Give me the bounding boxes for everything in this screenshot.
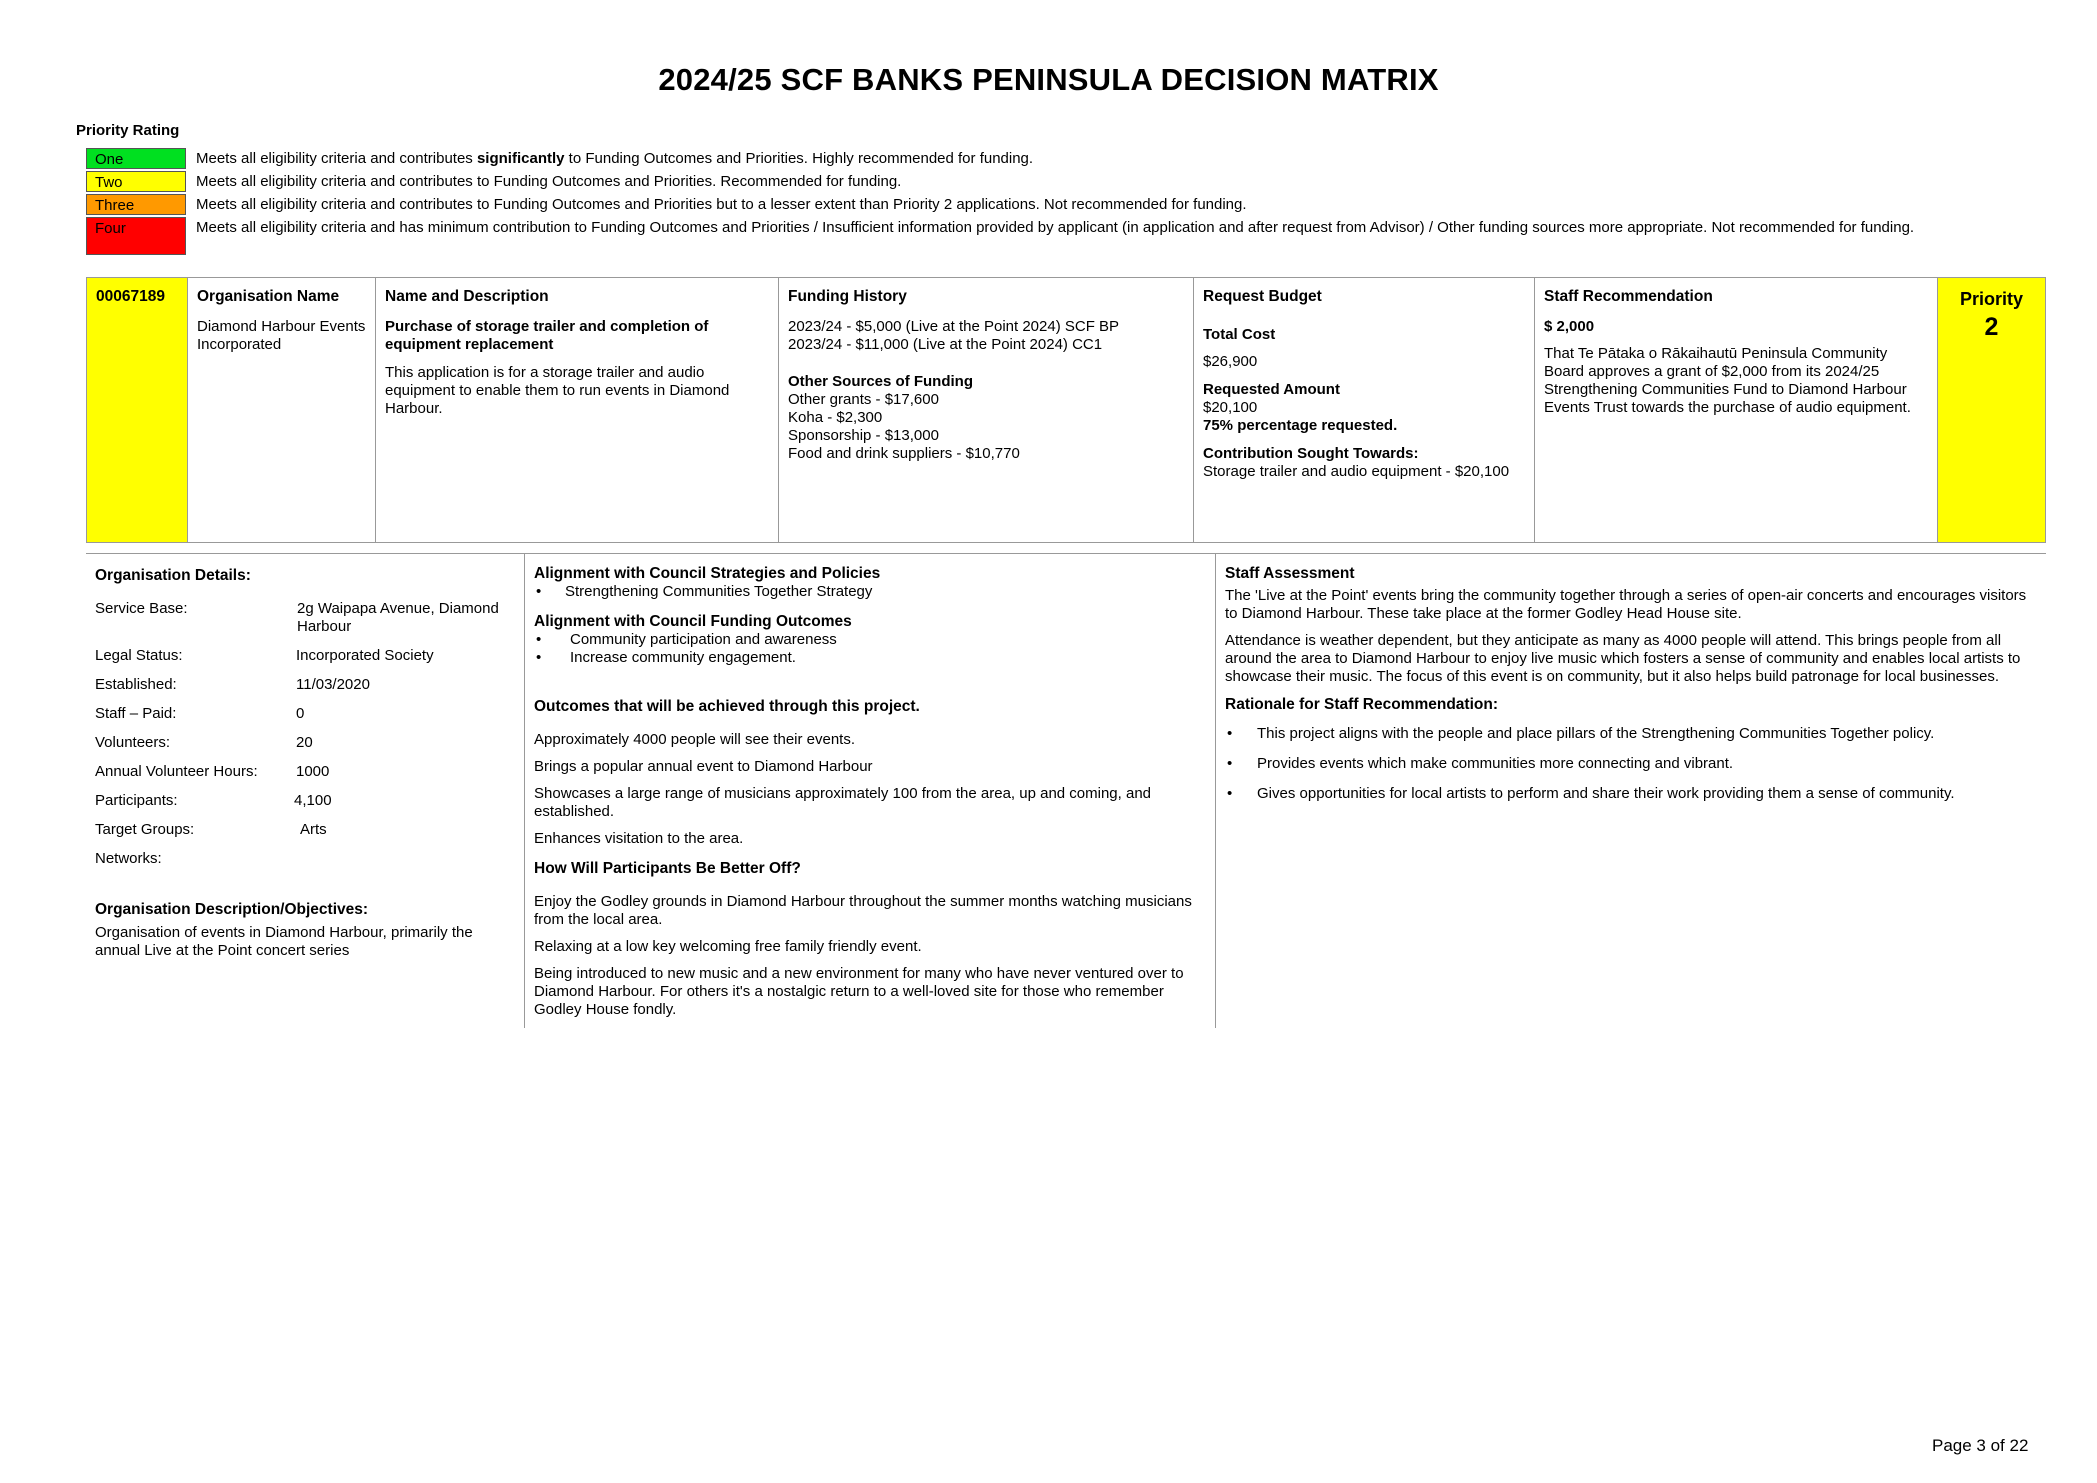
rating-swatch-two: Two	[86, 171, 186, 192]
request-budget-cell	[1194, 278, 1535, 542]
list-item: • Gives opportunities for local artists to perform and share their work providing them a sense of community.	[1225, 785, 2035, 803]
detail-label: Legal Status:	[95, 647, 183, 664]
achieved-item: Enhances visitation to the area.	[534, 830, 744, 847]
other-funding-line: Koha - $2,300	[788, 409, 883, 426]
assessment-paragraph: Attendance is weather dependent, but they anticipate as many as 4000 people will attend. This brings people from all around the area to Diamond Harbour to enjoy live music which fosters a sense of community and enables local artists to showcase their music. The focus of this event is on community, but it also helps build patronage for local businesses.	[1225, 632, 2021, 685]
contribution-label: Contribution Sought Towards:	[1203, 445, 1419, 462]
list-item: • Community participation and awareness	[534, 631, 1199, 649]
strategies-heading: Alignment with Council Strategies and Policies	[534, 565, 881, 582]
list-item: • Provides events which make communities more connecting and vibrant.	[1225, 755, 2035, 773]
other-funding-line: Other grants - $17,600	[788, 391, 939, 408]
organisation-name-heading: Organisation Name	[197, 288, 340, 305]
funding-history-line: 2023/24 - $11,000 (Live at the Point 2024) CC1	[788, 336, 1103, 353]
better-off-item: Enjoy the Godley grounds in Diamond Harbour throughout the summer months watching musicians from the local area.	[534, 893, 1192, 928]
page-number: Page 3 of 22	[1932, 1436, 2029, 1455]
detail-value: 1000	[296, 763, 330, 780]
list-item: • Increase community engagement.	[534, 649, 1199, 667]
rationale-list	[1225, 725, 2035, 803]
detail-value: 2g Waipapa Avenue, Diamond Harbour	[297, 600, 499, 635]
rating-desc-four: Meets all eligibility criteria and has minimum contribution to Funding Outcomes and Priorities / Insufficient information provided by applicant (in application and after request from Advisor) / Other funding sources more appropriate. Not recommended for funding.	[196, 219, 1915, 236]
project-title: Purchase of storage trailer and completion of equipment replacement	[385, 318, 709, 353]
better-off-item: Being introduced to new music and a new environment for many who have never ventured over to Diamond Harbour. For others it's a nostalgic return to a well-loved site for those who remember Godley House fondly.	[534, 965, 1184, 1018]
detail-label: Established:	[95, 676, 177, 693]
project-description: This application is for a storage trailer and audio equipment to enable them to run events in Diamond Harbour.	[385, 364, 730, 417]
staff-assessment-section	[1225, 565, 2035, 803]
requested-amount-value: $20,100	[1203, 399, 1258, 416]
funding-history-line: 2023/24 - $5,000 (Live at the Point 2024) SCF BP	[788, 318, 1120, 335]
better-off-heading: How Will Participants Be Better Off?	[534, 860, 801, 877]
staff-assessment-heading: Staff Assessment	[1225, 565, 1355, 582]
list-item: • This project aligns with the people and place pillars of the Strengthening Communities Together policy.	[1225, 725, 2035, 743]
detail-value: 11/03/2020	[296, 676, 370, 693]
section-divider	[86, 553, 2046, 554]
funding-history-cell	[779, 278, 1194, 542]
detail-label: Service Base:	[95, 600, 188, 617]
funding-history-heading: Funding History	[788, 288, 907, 305]
request-budget-heading: Request Budget	[1203, 288, 1322, 305]
detail-value: 20	[296, 734, 313, 751]
priority-value: 2	[1984, 313, 1999, 341]
rating-row-two	[86, 171, 1986, 194]
percentage-requested: 75% percentage requested.	[1203, 417, 1398, 434]
column-separator	[1215, 554, 1216, 1028]
application-id-cell	[87, 278, 188, 542]
achieved-item: Approximately 4000 people will see their events.	[534, 731, 856, 748]
total-cost-value: $26,900	[1203, 353, 1258, 370]
organisation-description-heading: Organisation Description/Objectives:	[95, 901, 369, 918]
list-item: • Strengthening Communities Together Strategy	[534, 583, 1199, 601]
detail-label: Staff – Paid:	[95, 705, 177, 722]
alignment-section	[534, 565, 1199, 1019]
staff-recommendation-cell	[1535, 278, 1938, 542]
recommended-amount: $ 2,000	[1544, 318, 1595, 335]
outcomes-heading: Alignment with Council Funding Outcomes	[534, 613, 852, 630]
name-description-heading: Name and Description	[385, 288, 549, 305]
other-funding-line: Sponsorship - $13,000	[788, 427, 939, 444]
application-id: 00067189	[96, 288, 165, 305]
organisation-name-cell	[188, 278, 376, 542]
achieved-heading: Outcomes that will be achieved through this project.	[534, 698, 920, 715]
outcomes-list	[534, 631, 1199, 667]
rating-row-four	[86, 217, 1986, 257]
better-off-item: Relaxing at a low key welcoming free family friendly event.	[534, 938, 922, 955]
rating-row-three	[86, 194, 1986, 217]
rating-row-one	[86, 148, 1986, 171]
priority-heading: Priority	[1959, 289, 2024, 309]
achieved-item: Brings a popular annual event to Diamond Harbour	[534, 758, 873, 775]
detail-label: Target Groups:	[95, 821, 195, 838]
detail-value: 4,100	[294, 792, 332, 809]
detail-label: Networks:	[95, 850, 162, 867]
contribution-value: Storage trailer and audio equipment - $20,100	[1203, 463, 1510, 480]
strategies-list	[534, 583, 1199, 601]
priority-rating-heading: Priority Rating	[76, 122, 180, 139]
detail-label: Participants:	[95, 792, 178, 809]
detail-label: Annual Volunteer Hours:	[95, 763, 258, 780]
other-funding-heading: Other Sources of Funding	[788, 373, 974, 390]
recommendation-text: That Te Pātaka o Rākaihautū Peninsula Community Board approves a grant of $2,000 from its 2024/25 Strengthening Communities Fund to Diamond Harbour Events Trust towards the purchase of audio equipment.	[1544, 345, 1911, 416]
detail-value: Incorporated Society	[296, 647, 434, 664]
priority-cell	[1938, 278, 2045, 542]
page-title: 2024/25 SCF BANKS PENINSULA DECISION MATRIX	[658, 62, 1439, 97]
decision-matrix-table	[86, 277, 2046, 543]
detail-label: Volunteers:	[95, 734, 171, 751]
organisation-name-value: Diamond Harbour Events Incorporated	[197, 318, 366, 353]
achieved-item: Showcases a large range of musicians approximately 100 from the area, up and coming, and established.	[534, 785, 1152, 820]
assessment-paragraph: The 'Live at the Point' events bring the community together through a series of open-air concerts and encourages visitors to Diamond Harbour. These take place at the former Godley Head House site.	[1225, 587, 2027, 622]
rating-swatch-one: One	[86, 148, 186, 169]
detail-value: 0	[296, 705, 305, 722]
detail-value: Arts	[300, 821, 327, 838]
rating-desc-one: Meets all eligibility criteria and contributes significantly to Funding Outcomes and Priorities. Highly recommended for funding.	[196, 150, 1034, 167]
total-cost-label: Total Cost	[1203, 326, 1276, 343]
rationale-heading: Rationale for Staff Recommendation:	[1225, 696, 1498, 713]
organisation-details-heading: Organisation Details:	[95, 567, 251, 584]
other-funding-line: Food and drink suppliers - $10,770	[788, 445, 1020, 462]
organisation-description: Organisation of events in Diamond Harbour, primarily the annual Live at the Point concert series	[95, 924, 473, 959]
rating-swatch-four: Four	[86, 217, 186, 255]
column-separator	[524, 554, 525, 1028]
staff-recommendation-heading: Staff Recommendation	[1544, 288, 1713, 305]
rating-swatch-three: Three	[86, 194, 186, 215]
name-description-cell	[376, 278, 779, 542]
rating-desc-three: Meets all eligibility criteria and contributes to Funding Outcomes and Priorities but to a lesser extent than Priority 2 applications. Not recommended for funding.	[196, 196, 1247, 213]
requested-amount-label: Requested Amount	[1203, 381, 1340, 398]
rating-desc-two: Meets all eligibility criteria and contributes to Funding Outcomes and Priorities. Recommended for funding.	[196, 173, 902, 190]
